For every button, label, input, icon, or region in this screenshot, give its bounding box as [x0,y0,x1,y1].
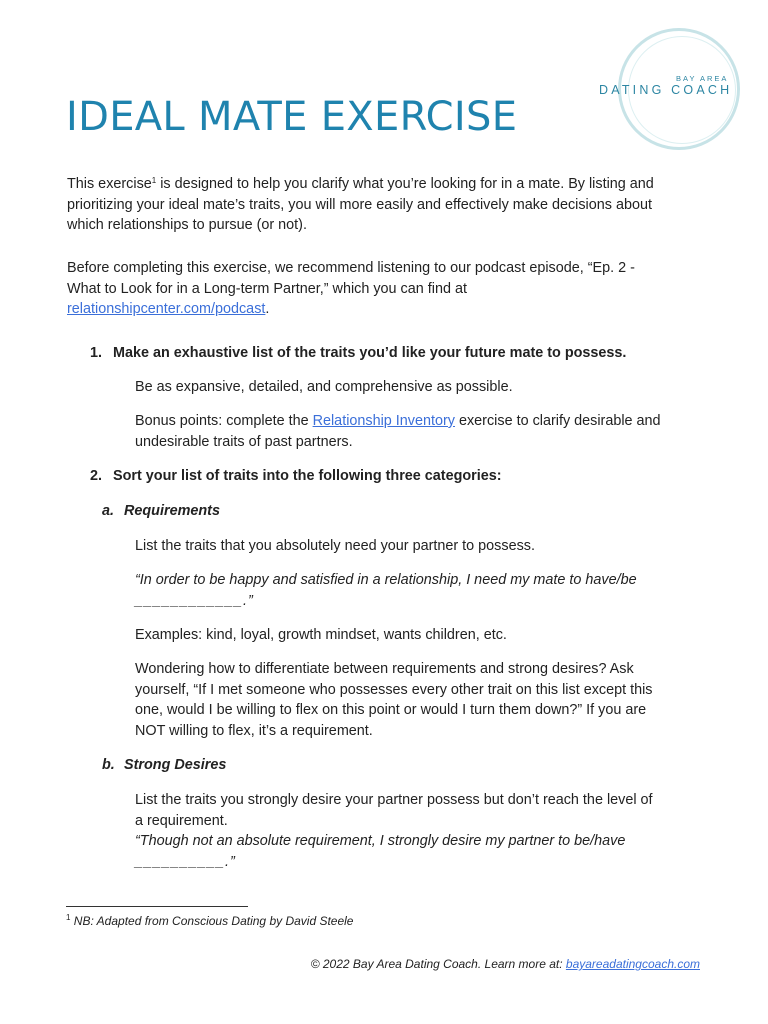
strong-desires-letter: b. [102,757,115,773]
requirements-examples: Examples: kind, loyal, growth mindset, wants children, etc. [135,627,507,643]
intro-text: which relationships to pursue (or not). [67,217,307,233]
footnote [66,914,353,928]
step-1-number: 1. [90,345,103,361]
bonus-text: exercise to clarify desirable and [454,413,661,429]
footer-website-link[interactable]: bayareadatingcoach.com [565,957,700,971]
logo-small-text: BAY AREA [676,74,729,83]
intro-text: This exercise [67,176,152,192]
intro-text: is designed to help you clarify what you’re looking for in a mate. By listing and [156,176,654,192]
strong-desires-line: a requirement. [135,812,228,829]
podcast-text: . [265,301,270,317]
wondering-line: NOT willing to flex, it’s a requirement. [135,722,373,739]
page-title: IDEAL MATE EXERCISE [66,94,518,140]
strong-desires-heading: Strong Desires [124,757,227,773]
bonus-text: undesirable traits of past partners. [135,433,353,450]
footnote-divider [66,906,248,907]
step-1-heading: Make an exhaustive list of the traits you’d like your future mate to possess. [113,345,627,361]
quote-blank: ____________.” [135,592,254,609]
relationship-inventory-link[interactable]: Relationship Inventory [312,413,455,429]
wondering-line: one, would I be willing to flex on this point or would I turn them down?” If you are [135,702,647,718]
quote-line: “In order to be happy and satisfied in a relationship, I need my mate to have/be [135,572,637,588]
bonus-text: Bonus points: complete the [135,413,313,429]
requirements-heading: Requirements [124,503,220,519]
wondering-line: Wondering how to differentiate between requirements and strong desires? Ask [135,661,634,677]
footnote-number: 1 [66,913,71,922]
requirements-wondering [135,659,653,741]
podcast-link[interactable]: relationshipcenter.com/podcast [67,301,266,317]
intro-text: prioritizing your ideal mate’s traits, you will more easily and effectively make decisions about [67,196,652,213]
step-2-heading: Sort your list of traits into the following three categories: [113,468,502,484]
page-footer [311,957,700,971]
step-1-text: Be as expansive, detailed, and comprehensive as possible. [135,379,513,395]
strong-desires-blank: __________.” [135,853,236,870]
step-2-number: 2. [90,468,103,484]
requirements-letter: a. [102,503,115,519]
footnote-ref[interactable]: 1 [151,176,157,185]
podcast-text: Before completing this exercise, we recommend listening to our podcast episode, “Ep. 2 - [67,260,635,276]
bonus-paragraph [135,411,661,452]
podcast-text: What to Look for in a Long-term Partner,” which you can find at [67,280,467,297]
requirements-text: List the traits that you absolutely need your partner to possess. [135,538,535,554]
logo-brand-text: DATING COACH [599,83,733,97]
footnote-text: NB: Adapted from Conscious Dating by David Steele [70,914,354,928]
strong-desires-line: List the traits you strongly desire your partner possess but don’t reach the level of [135,792,653,808]
footer-text: © 2022 Bay Area Dating Coach. Learn more at: [310,957,566,971]
strong-desires-text [135,790,653,872]
intro-paragraph [67,174,654,236]
strong-desires-quote: “Though not an absolute requirement, I strongly desire my partner to be/have [135,833,626,849]
wondering-line: yourself, “If I met someone who possesses every other trait on this list except this [135,681,653,698]
podcast-paragraph [67,258,635,320]
requirements-quote [135,570,637,611]
